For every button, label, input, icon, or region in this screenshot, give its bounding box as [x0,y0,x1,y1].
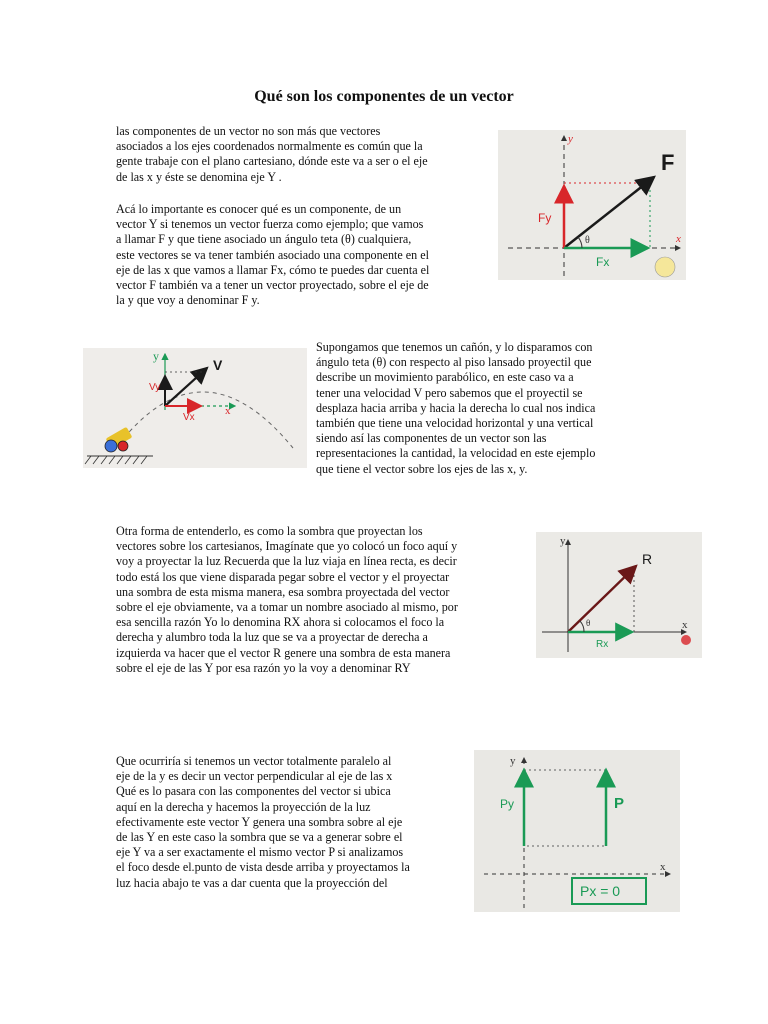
x-axis-label: x [676,233,681,245]
vector-v-label: V [213,357,223,373]
y-axis-label: y [510,755,516,767]
px-zero-label: Px = 0 [580,883,621,899]
cannon-figure [83,348,307,468]
ground-hatch [85,456,147,464]
paragraph-1: las componentes de un vector no son más que vectores asociados a los ejes coordenados normalmente es común que la gente trabaje con el plano cartesiano, dónde este va a ser o el eje de las x y éste se denomina eje Y . [116,124,428,184]
vector-r-label: R [642,551,653,567]
vector-fy-label: Fy [538,211,552,225]
parabolic-trajectory [119,392,293,448]
force-vector-figure [498,130,686,280]
vector-py-label: Py [500,797,515,811]
vector-vy-label: Vy [149,382,161,393]
vector-v [165,368,207,406]
y-axis-label: y [560,535,566,547]
vector-vx-label: Vx [183,412,195,423]
angle-label: θ [586,618,591,628]
vector-fx-label: Fx [596,255,610,269]
angle-arc [580,621,584,632]
page-title: Qué son los componentes de un vector [254,88,514,105]
projection-box [524,770,606,846]
resultant-vector-figure [536,532,702,658]
x-axis-label: x [682,619,688,631]
vector-r [568,566,636,632]
x-axis-label: x [660,861,666,873]
paragraph-5: Que ocurriría si tenemos un vector totalmente paralelo al eje de la y es decir un vector perpendicular al eje de las x Qué es lo pasara con las componentes del vector si ubica aquí en la derecha y hacemos la proyección de la luz efectivamente este vector Y genera una sombra sobre al eje de las Y en este caso la sombra que se va a generar sobre el eje Y va a ser exactamente el mismo vector P si analizamos el foco desde el.punto de vista desde arriba y proyectamos la luz hacia abajo te vas a dar cuenta que la proyección del [116,754,410,890]
vector-rx-label: Rx [596,639,609,650]
paragraph-4: Otra forma de entenderlo, es como la sombra que proyectan los vectores sobre los cartesianos, Imagínate que yo colocó un foco aquí y voy a proyectar la luz Recuerda que la luz viaja en línea recta, es decir todo está los que viene disparada pegar sobre el vector y el proyectar una sombra de esta misma manera, esa sombra proyectada del vector sobre el eje obviamente, va a tomar un nombre asociado al mismo, por esa sencilla razón Yo lo denomina RX ahora si colocamos el foco la derecha y alumbro toda la luz que se va a proyectar de derecha a izquierda va hacer que el vector R genere una sombra de esta manera sobre el eje de las Y por esa razón yo la voy a denominar RY [116,524,458,675]
cannon-icon [105,427,132,452]
paragraph-2: Acá lo importante es conocer qué es un componente, de un vector Y si tenemos un vector fuerza como ejemplo; que vamos a llamar F y que tiene asociado un ángulo teta (θ) cualquiera, este vectores se va tener también asociado una componente en el eje de las x que vamos a llamar Fx, cómo te puedes dar cuenta el vector F también va a tener un vector proyectado, sobre el eje de la y que voy a denominar F y. [116,202,430,308]
angle-arc [578,237,582,248]
paragraph-3: Supongamos que tenemos un cañón, y lo disparamos con ángulo teta (θ) con respecto al piso lansado proyectil que describe un movimiento parabólico, en este caso va a tener una velocidad V pero sabemos que el proyectil se desplaza hacia arriba y hacia la derecha lo cual nos indica también que tiene una velocidad horizontal y una vertical siendo así las componentes de un vector son las representaciones la cantidad, la velocidad en este ejemplo que tiene el vector sobre los ejes de las x, y. [316,340,596,476]
marker-pen-icon [681,635,691,645]
vector-p-label: P [614,795,625,812]
angle-label: θ [585,235,590,246]
parallel-vector-figure [474,750,680,912]
y-axis-label: y [153,349,159,363]
x-axis-label: x [225,405,231,417]
lightbulb-icon [655,257,675,277]
y-axis-label: y [568,133,573,145]
vector-f [564,177,654,248]
vector-f-label: F [661,150,675,175]
